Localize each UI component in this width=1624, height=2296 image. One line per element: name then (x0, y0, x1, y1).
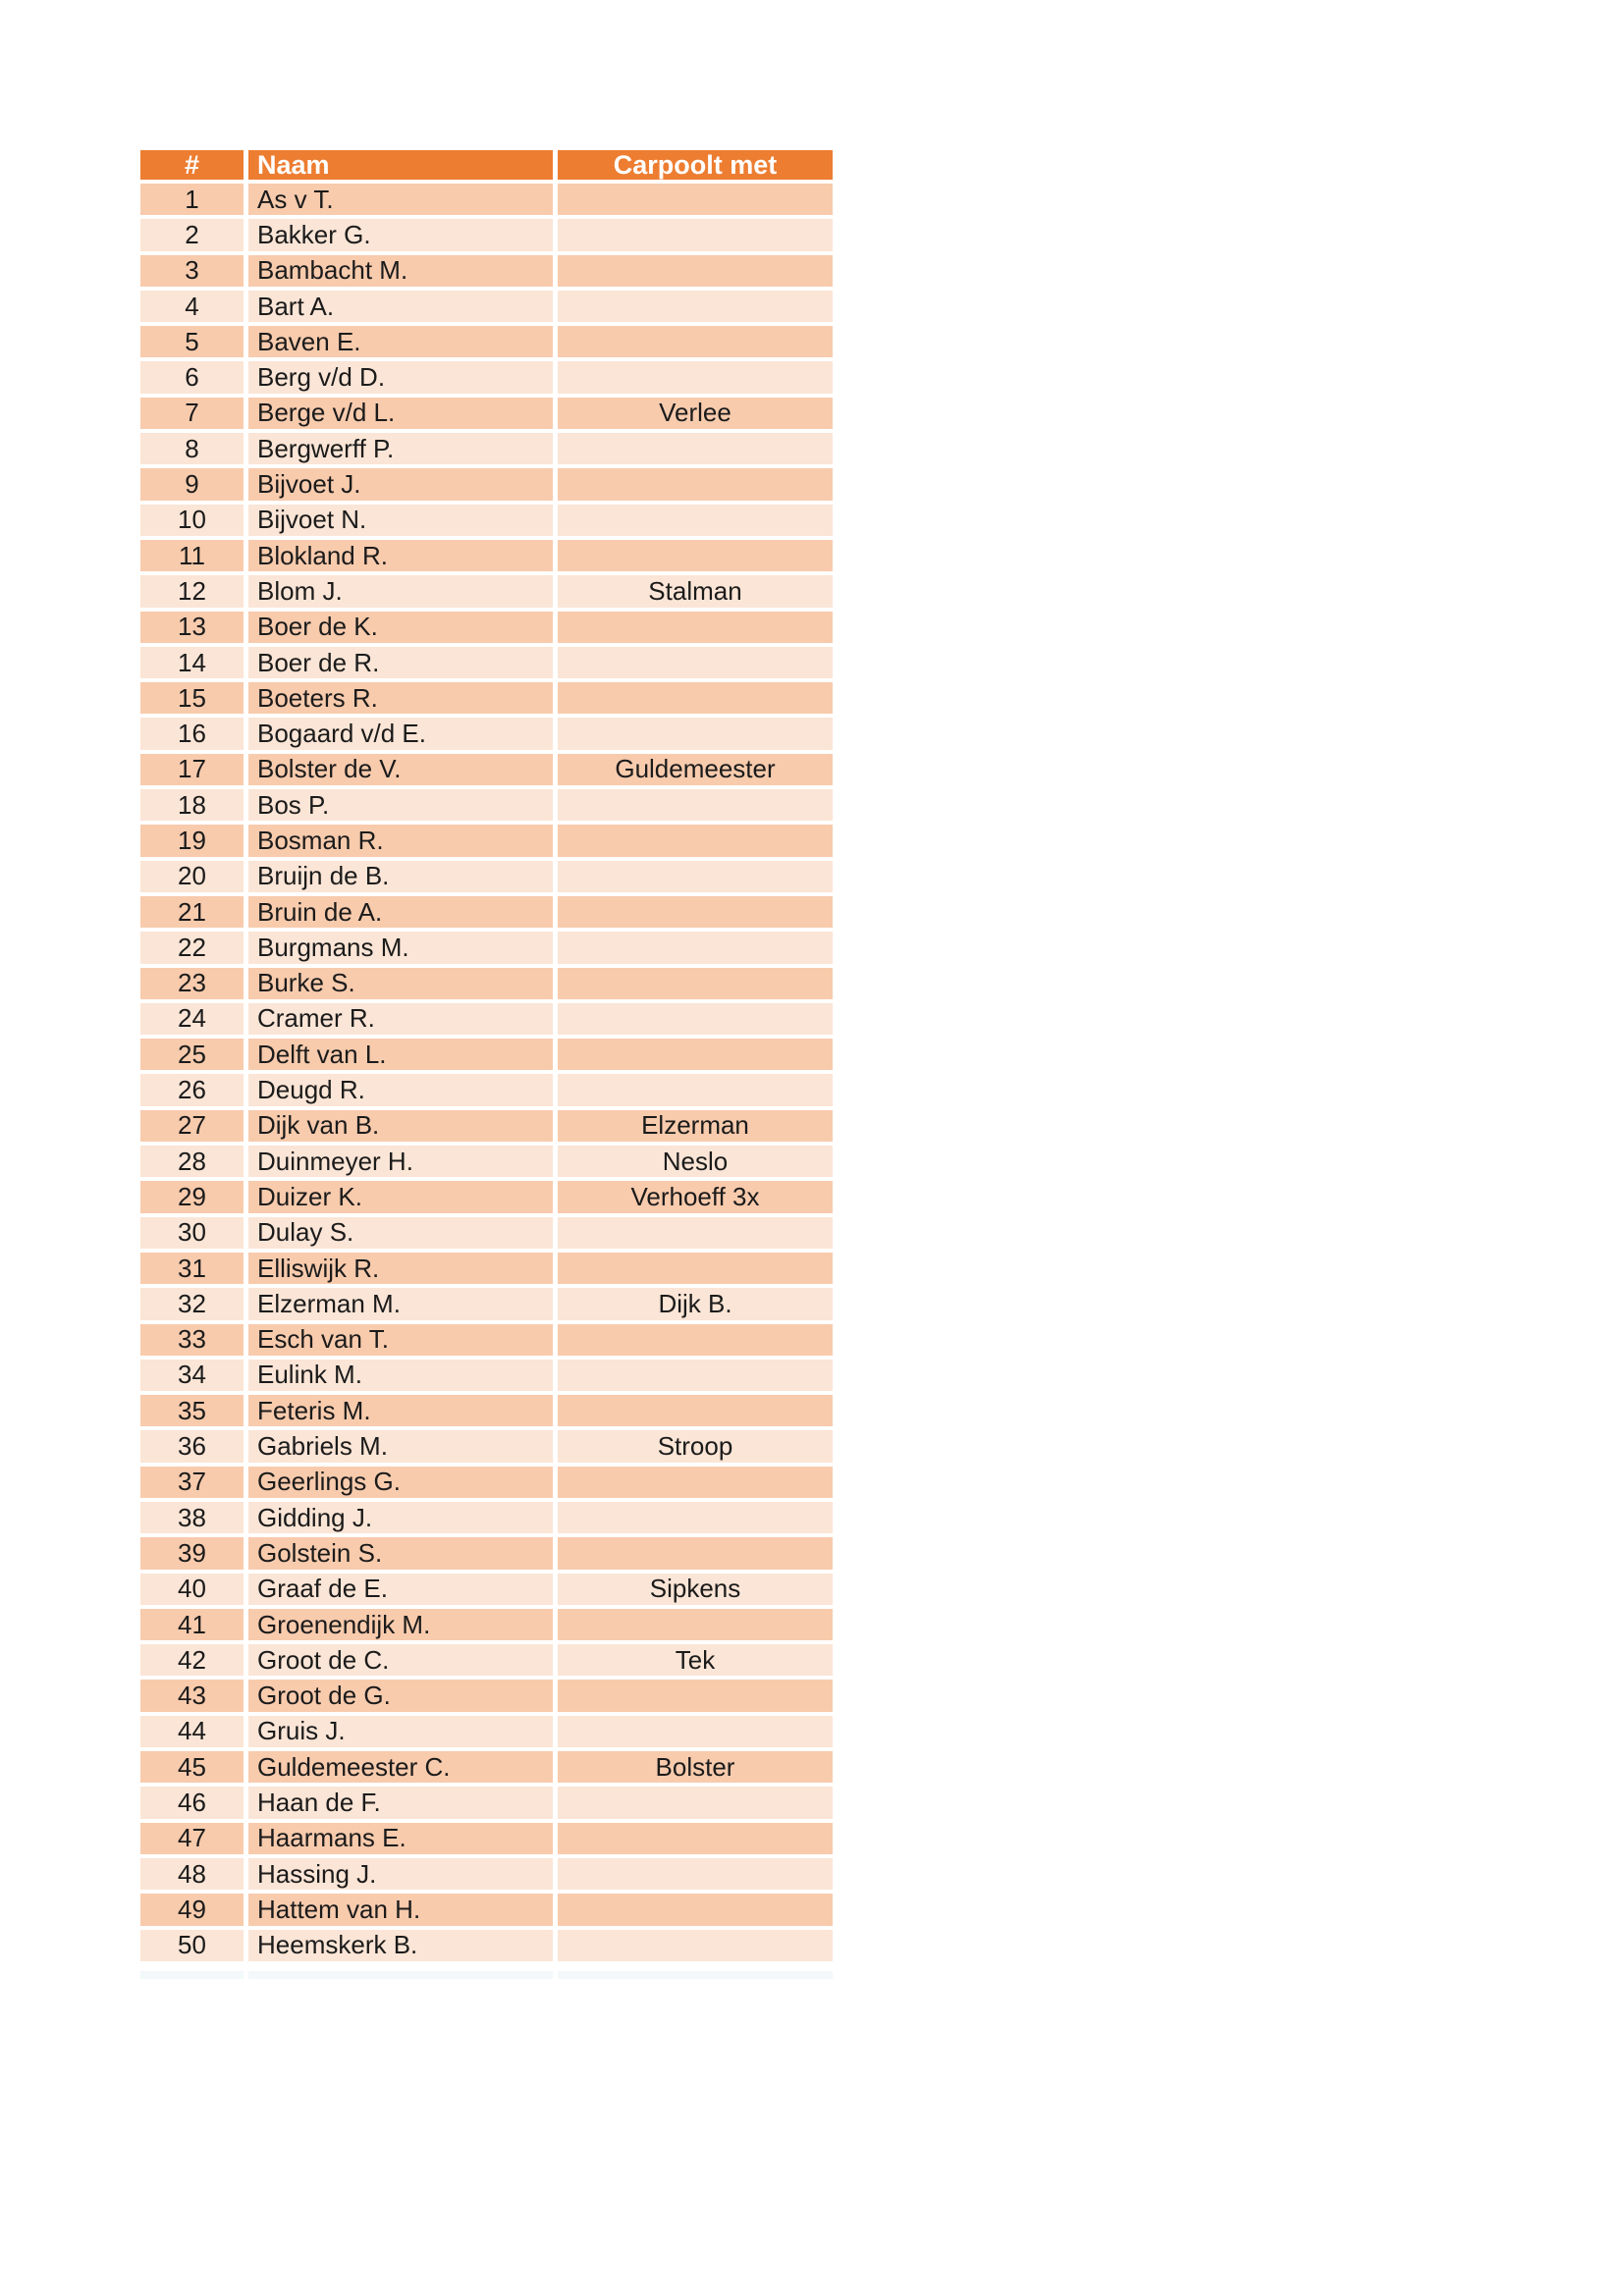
name-cell: Guldemeester C. (248, 1751, 553, 1783)
name-cell: Bijvoet N. (248, 505, 553, 536)
table-row (140, 1716, 833, 1747)
table-row (140, 1574, 833, 1605)
name-cell: Gidding J. (248, 1502, 553, 1533)
name-cell: Groenendijk M. (248, 1609, 553, 1640)
row-number-cell: 20 (140, 861, 244, 892)
row-number-cell: 40 (140, 1574, 244, 1605)
carpool-partner-cell: Elzerman (558, 1110, 833, 1142)
name-cell: Gabriels M. (248, 1430, 553, 1462)
name-cell: Elzerman M. (248, 1288, 553, 1319)
table-row (140, 1502, 833, 1533)
carpool-partner-cell (558, 825, 833, 856)
carpool-partner-cell (558, 1787, 833, 1818)
name-cell: Groot de C. (248, 1644, 553, 1676)
table-row (140, 1787, 833, 1818)
row-number-cell: 22 (140, 932, 244, 963)
carpool-partner-cell (558, 291, 833, 322)
row-number-cell: 27 (140, 1110, 244, 1142)
carpool-partner-cell (558, 682, 833, 714)
name-cell: Delft van L. (248, 1039, 553, 1070)
table-row (140, 1074, 833, 1105)
name-cell: Bruin de A. (248, 896, 553, 928)
row-number-cell: 11 (140, 540, 244, 571)
carpool-partner-cell (558, 1467, 833, 1498)
carpool-partner-cell (558, 718, 833, 749)
carpool-partner-cell (558, 1858, 833, 1890)
name-cell: Blokland R. (248, 540, 553, 571)
carpool-table (140, 150, 833, 1979)
row-number-cell: 4 (140, 291, 244, 322)
table-row (140, 1644, 833, 1676)
table-row (140, 575, 833, 607)
row-number-cell: 28 (140, 1146, 244, 1177)
table-row (140, 1823, 833, 1854)
row-number-cell: 45 (140, 1751, 244, 1783)
sliver-cell (248, 1971, 553, 1979)
carpool-partner-cell: Verhoeff 3x (558, 1181, 833, 1212)
name-cell: Hattem van H. (248, 1894, 553, 1925)
row-number-cell: 44 (140, 1716, 244, 1747)
carpool-partner-cell: Guldemeester (558, 754, 833, 785)
name-cell: Boer de R. (248, 647, 553, 678)
row-number-cell: 7 (140, 398, 244, 429)
carpool-partner-cell (558, 932, 833, 963)
row-number-cell: 33 (140, 1324, 244, 1356)
table-row (140, 1146, 833, 1177)
table-bottom-sliver (140, 1971, 833, 1979)
carpool-partner-cell (558, 1716, 833, 1747)
table-row (140, 825, 833, 856)
name-cell: Burgmans M. (248, 932, 553, 963)
table-row (140, 1609, 833, 1640)
name-cell: Bart A. (248, 291, 553, 322)
table-row (140, 1110, 833, 1142)
table-row (140, 789, 833, 821)
table-row (140, 1003, 833, 1035)
table-row (140, 1858, 833, 1890)
table-row (140, 1680, 833, 1711)
table-row (140, 1395, 833, 1426)
name-cell: Boeters R. (248, 682, 553, 714)
table-row (140, 1324, 833, 1356)
carpool-partner-cell (558, 326, 833, 357)
name-cell: Cramer R. (248, 1003, 553, 1035)
row-number-cell: 39 (140, 1537, 244, 1569)
table-row (140, 540, 833, 571)
carpool-partner-cell (558, 968, 833, 999)
table-row (140, 647, 833, 678)
row-number-cell: 25 (140, 1039, 244, 1070)
carpool-partner-cell (558, 1074, 833, 1105)
row-number-cell: 6 (140, 361, 244, 393)
name-cell: Heemskerk B. (248, 1930, 553, 1961)
carpool-partner-cell (558, 1502, 833, 1533)
carpool-partner-cell (558, 1609, 833, 1640)
row-number-cell: 24 (140, 1003, 244, 1035)
carpool-partner-cell (558, 1003, 833, 1035)
row-number-cell: 23 (140, 968, 244, 999)
table-row (140, 896, 833, 928)
carpool-partner-cell: Dijk B. (558, 1288, 833, 1319)
table-row (140, 754, 833, 785)
row-number-cell: 48 (140, 1858, 244, 1890)
name-cell: Haarmans E. (248, 1823, 553, 1854)
name-cell: Gruis J. (248, 1716, 553, 1747)
table-row (140, 219, 833, 250)
table-row (140, 505, 833, 536)
name-cell: Bruijn de B. (248, 861, 553, 892)
row-number-cell: 34 (140, 1360, 244, 1391)
row-number-cell: 1 (140, 184, 244, 215)
row-number-cell: 10 (140, 505, 244, 536)
name-cell: Geerlings G. (248, 1467, 553, 1498)
row-number-cell: 38 (140, 1502, 244, 1533)
row-number-cell: 41 (140, 1609, 244, 1640)
carpool-partner-cell (558, 540, 833, 571)
name-cell: Bijvoet J. (248, 468, 553, 500)
carpool-partner-cell (558, 861, 833, 892)
row-number-cell: 19 (140, 825, 244, 856)
table-row (140, 291, 833, 322)
table-row (140, 433, 833, 464)
column-header-naam: Naam (248, 150, 553, 180)
name-cell: Golstein S. (248, 1537, 553, 1569)
table-row (140, 1039, 833, 1070)
carpool-partner-cell (558, 1680, 833, 1711)
table-row (140, 184, 833, 215)
sliver-cell (140, 1971, 244, 1979)
name-cell: Groot de G. (248, 1680, 553, 1711)
row-number-cell: 46 (140, 1787, 244, 1818)
carpool-partner-cell: Tek (558, 1644, 833, 1676)
row-number-cell: 15 (140, 682, 244, 714)
name-cell: Dulay S. (248, 1217, 553, 1249)
table-row (140, 361, 833, 393)
name-cell: Berge v/d L. (248, 398, 553, 429)
name-cell: Eulink M. (248, 1360, 553, 1391)
carpool-partner-cell: Verlee (558, 398, 833, 429)
carpool-partner-cell (558, 433, 833, 464)
name-cell: Esch van T. (248, 1324, 553, 1356)
carpool-partner-cell (558, 896, 833, 928)
table-row (140, 1467, 833, 1498)
table-row (140, 1430, 833, 1462)
name-cell: Dijk van B. (248, 1110, 553, 1142)
name-cell: Duinmeyer H. (248, 1146, 553, 1177)
table-row (140, 718, 833, 749)
table-row (140, 1537, 833, 1569)
row-number-cell: 14 (140, 647, 244, 678)
carpool-partner-cell (558, 468, 833, 500)
row-number-cell: 42 (140, 1644, 244, 1676)
table-row (140, 1288, 833, 1319)
row-number-cell: 17 (140, 754, 244, 785)
row-number-cell: 36 (140, 1430, 244, 1462)
table-row (140, 1181, 833, 1212)
carpool-partner-cell (558, 505, 833, 536)
row-number-cell: 13 (140, 612, 244, 643)
row-number-cell: 9 (140, 468, 244, 500)
table-row (140, 1751, 833, 1783)
row-number-cell: 5 (140, 326, 244, 357)
table-row (140, 1894, 833, 1925)
name-cell: Bos P. (248, 789, 553, 821)
table-row (140, 1217, 833, 1249)
table-row (140, 932, 833, 963)
table-row (140, 398, 833, 429)
carpool-partner-cell (558, 647, 833, 678)
name-cell: Bambacht M. (248, 255, 553, 287)
row-number-cell: 16 (140, 718, 244, 749)
name-cell: Duizer K. (248, 1181, 553, 1212)
sliver-cell (558, 1971, 833, 1979)
carpool-partner-cell (558, 1395, 833, 1426)
table-row (140, 326, 833, 357)
carpool-partner-cell (558, 1823, 833, 1854)
name-cell: Feteris M. (248, 1395, 553, 1426)
name-cell: Burke S. (248, 968, 553, 999)
row-number-cell: 12 (140, 575, 244, 607)
table-row (140, 682, 833, 714)
carpool-partner-cell: Bolster (558, 1751, 833, 1783)
row-number-cell: 31 (140, 1253, 244, 1284)
table-row (140, 1360, 833, 1391)
carpool-partner-cell (558, 219, 833, 250)
carpool-partner-cell (558, 789, 833, 821)
column-header-number: # (140, 150, 244, 180)
carpool-partner-cell (558, 361, 833, 393)
name-cell: Hassing J. (248, 1858, 553, 1890)
row-number-cell: 29 (140, 1181, 244, 1212)
carpool-partner-cell (558, 255, 833, 287)
table-row (140, 968, 833, 999)
row-number-cell: 50 (140, 1930, 244, 1961)
carpool-partner-cell (558, 1894, 833, 1925)
row-number-cell: 43 (140, 1680, 244, 1711)
table-header-row (140, 150, 833, 180)
carpool-partner-cell: Sipkens (558, 1574, 833, 1605)
row-number-cell: 47 (140, 1823, 244, 1854)
table-row (140, 612, 833, 643)
carpool-partner-cell (558, 1039, 833, 1070)
row-number-cell: 8 (140, 433, 244, 464)
name-cell: Bosman R. (248, 825, 553, 856)
row-number-cell: 18 (140, 789, 244, 821)
name-cell: Blom J. (248, 575, 553, 607)
name-cell: Bergwerff P. (248, 433, 553, 464)
table-row (140, 255, 833, 287)
carpool-partner-cell (558, 1217, 833, 1249)
row-number-cell: 35 (140, 1395, 244, 1426)
name-cell: Baven E. (248, 326, 553, 357)
carpool-partner-cell (558, 1360, 833, 1391)
row-number-cell: 26 (140, 1074, 244, 1105)
row-number-cell: 32 (140, 1288, 244, 1319)
carpool-partner-cell: Stalman (558, 575, 833, 607)
name-cell: Berg v/d D. (248, 361, 553, 393)
name-cell: Deugd R. (248, 1074, 553, 1105)
row-number-cell: 21 (140, 896, 244, 928)
carpool-partner-cell (558, 612, 833, 643)
carpool-partner-cell (558, 1324, 833, 1356)
name-cell: Bolster de V. (248, 754, 553, 785)
carpool-partner-cell (558, 1253, 833, 1284)
carpool-partner-cell (558, 1537, 833, 1569)
name-cell: Bakker G. (248, 219, 553, 250)
name-cell: Graaf de E. (248, 1574, 553, 1605)
table-row (140, 468, 833, 500)
row-number-cell: 2 (140, 219, 244, 250)
carpool-partner-cell: Stroop (558, 1430, 833, 1462)
name-cell: As v T. (248, 184, 553, 215)
name-cell: Haan de F. (248, 1787, 553, 1818)
carpool-partner-cell: Neslo (558, 1146, 833, 1177)
column-header-carpoolt-met: Carpoolt met (558, 150, 833, 180)
name-cell: Bogaard v/d E. (248, 718, 553, 749)
name-cell: Elliswijk R. (248, 1253, 553, 1284)
carpool-partner-cell (558, 184, 833, 215)
row-number-cell: 30 (140, 1217, 244, 1249)
carpool-partner-cell (558, 1930, 833, 1961)
row-number-cell: 37 (140, 1467, 244, 1498)
table-row (140, 1930, 833, 1961)
row-number-cell: 49 (140, 1894, 244, 1925)
name-cell: Boer de K. (248, 612, 553, 643)
table-row (140, 861, 833, 892)
row-number-cell: 3 (140, 255, 244, 287)
table-row (140, 1253, 833, 1284)
